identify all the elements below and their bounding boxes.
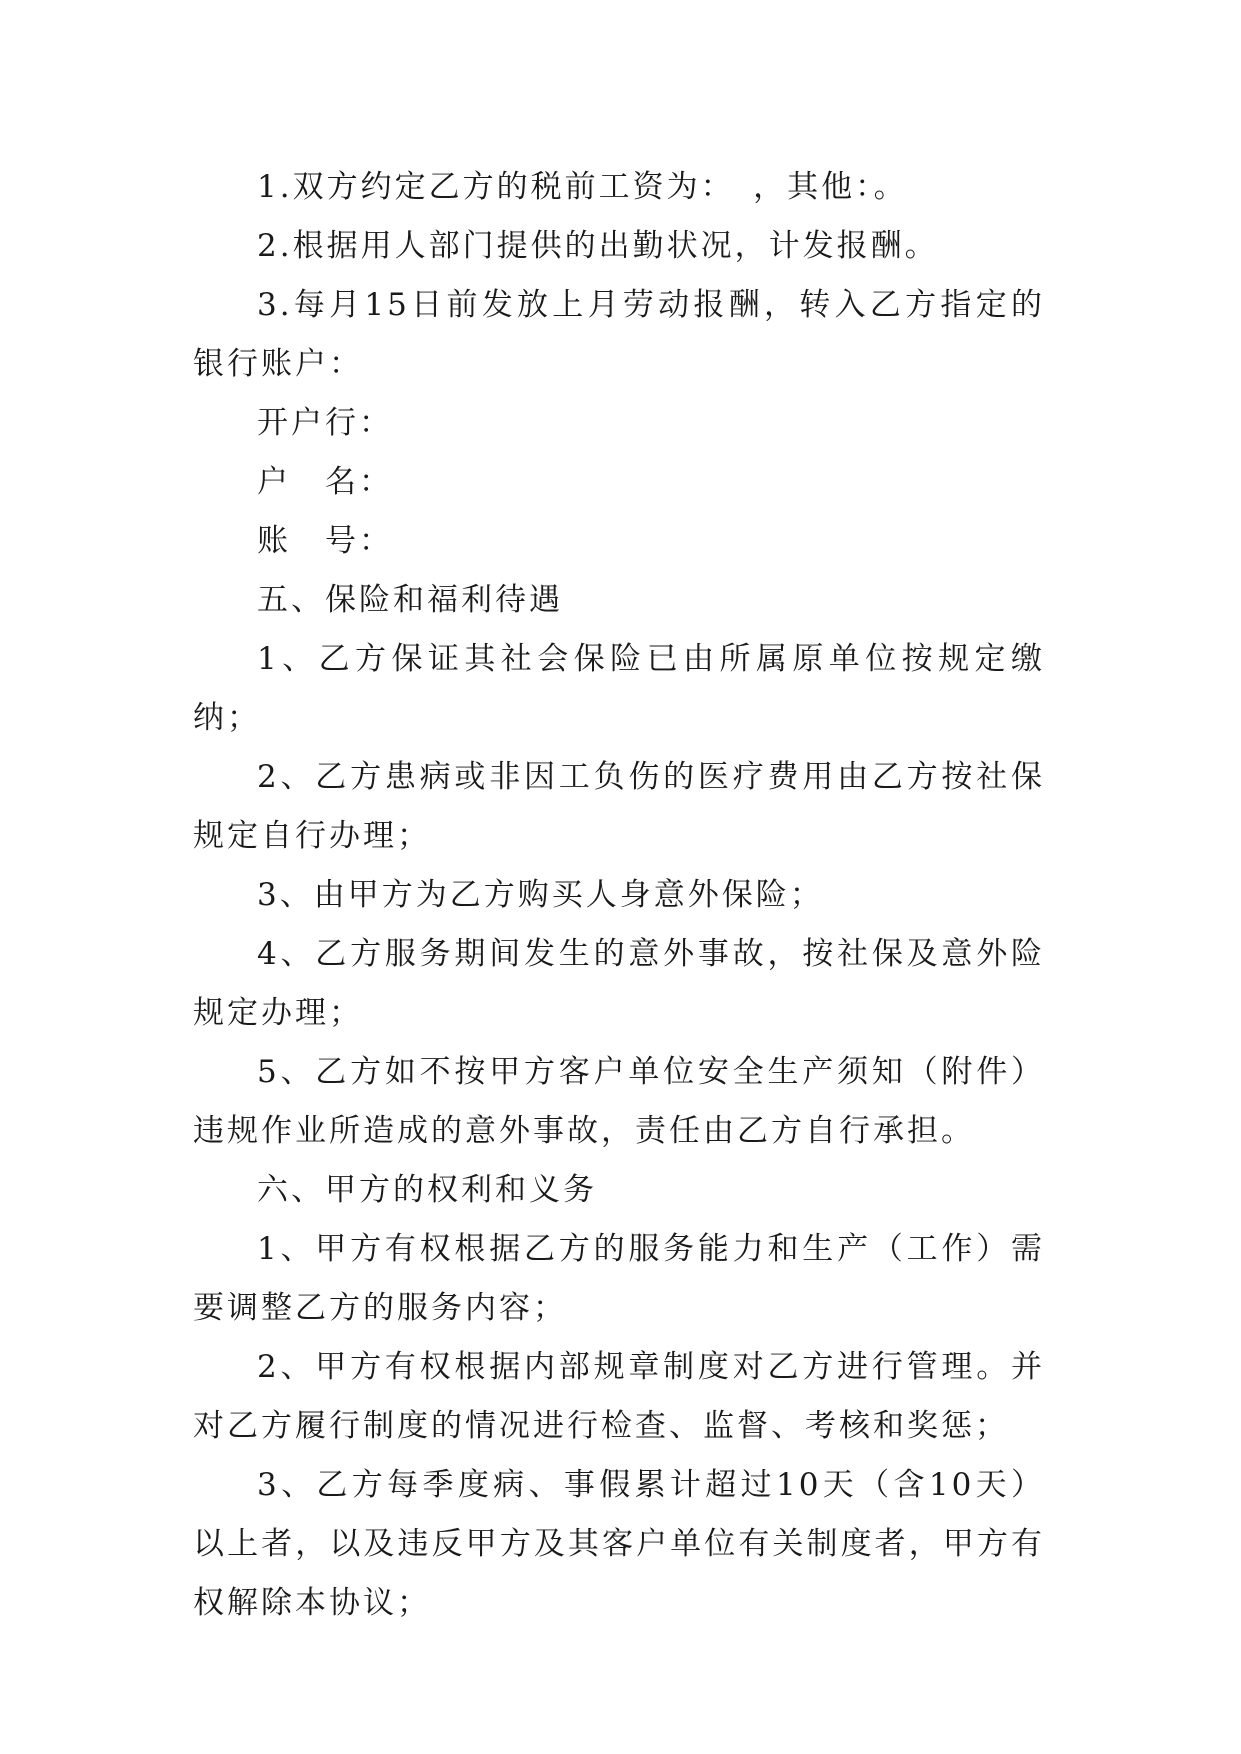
field-account-number: 账 号： xyxy=(257,523,393,559)
section-heading-rights: 六、甲方的权利和义务 xyxy=(257,1172,597,1208)
paragraph-payment-date: 3.每月15日前发放上月劳动报酬，转入乙方指定的银行账户： xyxy=(193,287,1045,382)
insurance-item-5: 5、乙方如不按甲方客户单位安全生产须知（附件）违规作业所造成的意外事故，责任由乙方自行承担。 xyxy=(193,1054,1045,1149)
insurance-item-2: 2、乙方患病或非因工负伤的医疗费用由乙方按社保规定自行办理； xyxy=(193,759,1045,854)
field-bank-name: 开户行： xyxy=(257,405,393,441)
document-body xyxy=(193,158,1045,1633)
section-heading-insurance: 五、保险和福利待遇 xyxy=(257,582,563,618)
rights-item-2: 2、甲方有权根据内部规章制度对乙方进行管理。并对乙方履行制度的情况进行检查、监督、考核和奖惩； xyxy=(193,1349,1045,1444)
insurance-item-3: 3、由甲方为乙方购买人身意外保险； xyxy=(257,877,824,913)
paragraph-salary: 1.双方约定乙方的税前工资为： ，其他：。 xyxy=(257,169,908,205)
rights-item-3: 3、乙方每季度病、事假累计超过10天（含10天）以上者，以及违反甲方及其客户单位有关制度者，甲方有权解除本协议； xyxy=(193,1467,1045,1621)
field-account-name: 户 名： xyxy=(257,464,393,500)
insurance-item-1: 1、乙方保证其社会保险已由所属原单位按规定缴纳； xyxy=(193,641,1045,736)
paragraph-attendance: 2.根据用人部门提供的出勤状况，计发报酬。 xyxy=(257,228,939,264)
insurance-item-4: 4、乙方服务期间发生的意外事故，按社保及意外险规定办理； xyxy=(193,936,1045,1031)
rights-item-1: 1、甲方有权根据乙方的服务能力和生产（工作）需要调整乙方的服务内容； xyxy=(193,1231,1045,1326)
